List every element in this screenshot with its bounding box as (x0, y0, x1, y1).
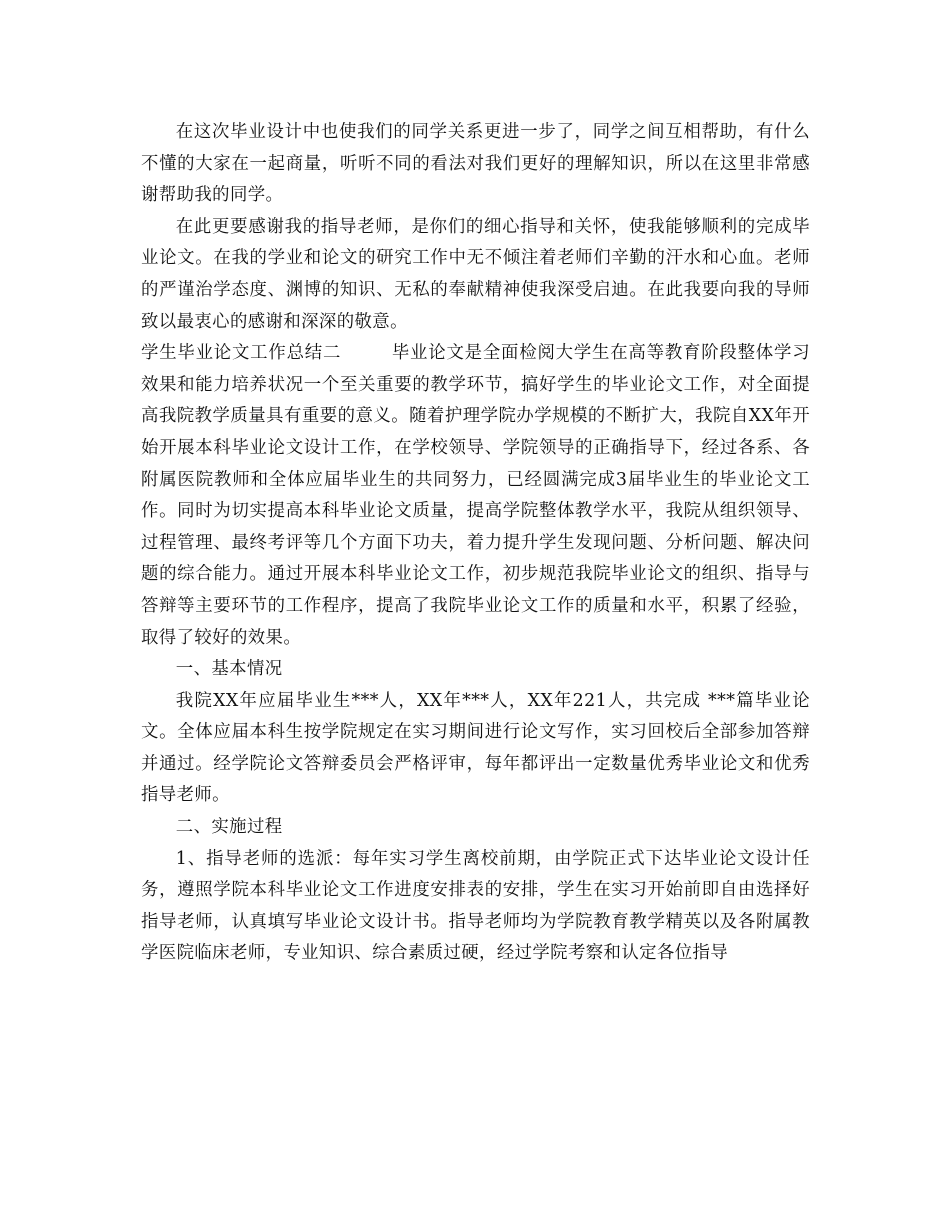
paragraph-basic-situation: 我院XX年应届毕业生***人，XX年***人，XX年221人，共完成 ***篇毕业论文。全体应届本科生按学院规定在实习期间进行论文写作，实习回校后全部参加答辩并通过。经学院论文答辩委员会严格评审，每年都评出一定数量优秀毕业论文和优秀指导老师。 (141, 690, 810, 806)
paragraph-thanks-classmates: 在这次毕业设计中也使我们的同学关系更进一步了，同学之间互相帮助，有什么不懂的大家在一起商量，听听不同的看法对我们更好的理解知识，所以在这里非常感谢帮助我的同学。 (141, 122, 810, 206)
summary-title: 学生毕业论文工作总结二 (141, 343, 342, 364)
paragraph-thanks-advisor: 在此更要感谢我的指导老师，是你们的细心指导和关怀，使我能够顺利的完成毕业论文。在我的学业和论文的研究工作中无不倾注着老师们辛勤的汗水和心血。老师的严谨治学态度、渊博的知识、无私的奉献精神使我深受启迪。在此我要向我的导师致以最衷心的感谢和深深的敬意。 (141, 216, 810, 332)
section-heading-basic-situation: 一、基本情况 (175, 659, 283, 680)
paragraph-summary-two (141, 338, 810, 654)
summary-gap (341, 343, 392, 363)
paragraph-advisor-selection: 1、指导老师的选派：每年实习学生离校前期，由学院正式下达毕业论文设计任务，遵照学院本科毕业论文工作进度安排表的安排，学生在实习开始前即自由选择好指导老师，认真填写毕业论文设计书。指导老师均为学院教育教学精英以及各附属教学医院临床老师，专业知识、综合素质过硬，经过学院考察和认定各位指导 (141, 848, 810, 964)
section-heading-implementation: 二、实施过程 (175, 817, 283, 838)
document-body (141, 117, 810, 970)
summary-body: 毕业论文是全面检阅大学生在高等教育阶段整体学习效果和能力培养状况一个至关重要的教学环节，搞好学生的毕业论文工作，对全面提高我院教学质量具有重要的意义。随着护理学院办学规模的不断扩大，我院自XX年开始开展本科毕业论文设计工作，在学校领导、学院领导的正确指导下，经过各系、各附属医院教师和全体应届毕业生的共同努力，已经圆满完成3届毕业生的毕业论文工作。同时为切实提高本科毕业论文质量，提高学院整体教学水平，我院从组织领导、过程管理、最终考评等几个方面下功夫，着力提升学生发现问题、分析问题、解决问题的综合能力。通过开展本科毕业论文工作，初步规范我院毕业论文的组织、指导与答辩等主要环节的工作程序，提高了我院毕业论文工作的质量和水平，积累了经验，取得了较好的效果。 (141, 343, 810, 648)
